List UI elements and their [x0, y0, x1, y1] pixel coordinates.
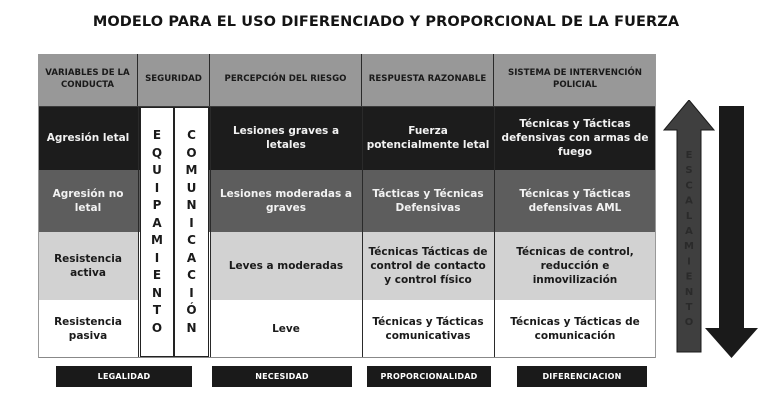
vertical-letter: T: [152, 303, 162, 317]
footer-proporcionalidad: PROPORCIONALIDAD: [367, 366, 491, 387]
escalamiento-letter: O: [684, 317, 694, 329]
row-activa-respuesta: Técnicas Tácticas de control de contacto y control físico: [362, 232, 494, 300]
row-letal-percepcion: Lesiones graves a letales: [210, 106, 362, 170]
row-no-letal-sistema: Técnicas y Tácticas defensivas AML: [494, 170, 656, 232]
row-activa-sistema: Técnicas de control, reducción e inmovilización: [494, 232, 656, 300]
escalamiento-letter: N: [684, 286, 694, 298]
header-respuesta: RESPUESTA RAZONABLE: [362, 54, 494, 106]
row-activa-variable: Resistencia activa: [38, 232, 138, 300]
grid-line: [138, 106, 139, 358]
escalamiento-letter: E: [685, 150, 693, 161]
grid-line: [38, 106, 656, 107]
vertical-letter: I: [189, 285, 194, 300]
vertical-letter: Q: [151, 145, 163, 160]
footer-necesidad: NECESIDAD: [212, 366, 352, 387]
escalamiento-letter: A: [685, 195, 693, 207]
escalation-arrows: [662, 100, 762, 362]
escalamiento-letter: L: [685, 210, 693, 222]
vertical-letter: E: [152, 128, 162, 142]
comunicacion-column: [174, 107, 209, 357]
vertical-letter: M: [185, 163, 198, 177]
row-pasiva-respuesta: Técnicas y Tácticas comunicativas: [362, 300, 494, 358]
vertical-letter: O: [186, 145, 197, 160]
row-activa-percepcion: Leves a moderadas: [210, 232, 362, 300]
escalamiento-letter: T: [685, 302, 693, 313]
escalamiento-letter: M: [684, 241, 694, 253]
grid-line: [38, 357, 656, 358]
footer-legalidad: LEGALIDAD: [56, 366, 192, 387]
header-seguridad: SEGURIDAD: [138, 54, 210, 106]
page-title: MODELO PARA EL USO DIFERENCIADO Y PROPORCIONAL DE LA FUERZA: [92, 14, 680, 30]
vertical-letter: P: [152, 198, 162, 212]
vertical-letter: I: [189, 215, 194, 230]
row-letal-sistema: Técnicas y Tácticas defensivas con armas de fuego: [494, 106, 656, 170]
vertical-letter: N: [186, 198, 197, 212]
vertical-letter: C: [187, 268, 196, 282]
vertical-letter: E: [152, 268, 162, 282]
equipamiento-text: [151, 127, 163, 337]
vertical-letter: I: [154, 250, 160, 265]
escalamiento-letter: A: [685, 226, 693, 237]
comunicacion-text: [186, 127, 198, 337]
row-pasiva-percepcion: Leve: [210, 300, 362, 358]
row-no-letal-respuesta: Tácticas y Técnicas Defensivas: [362, 170, 494, 232]
vertical-letter: A: [186, 250, 197, 265]
header-sistema: SISTEMA DE INTERVENCIÓN POLICIAL: [494, 54, 656, 106]
vertical-letter: I: [154, 180, 160, 195]
escalamiento-letter: E: [685, 271, 693, 283]
escalamiento-letter: I: [687, 256, 691, 268]
vertical-letter: O: [151, 320, 163, 335]
vertical-letter: C: [187, 233, 196, 247]
vertical-letter: N: [186, 320, 197, 335]
header-variables: VARIABLES DE LA CONDUCTA: [38, 54, 138, 106]
grid-line: [655, 54, 656, 358]
row-letal-respuesta: Fuerza potencialmente letal: [362, 106, 494, 170]
row-pasiva-sistema: Técnicas y Tácticas de comunicación: [494, 300, 656, 358]
force-model-table: [38, 54, 656, 358]
grid-line: [494, 106, 495, 358]
vertical-letter: U: [186, 180, 197, 195]
vertical-letter: Ó: [186, 303, 197, 317]
grid-line: [210, 106, 211, 358]
row-no-letal-percepcion: Lesiones moderadas a graves: [210, 170, 362, 232]
row-no-letal-variable: Agresión no letal: [38, 170, 138, 232]
vertical-letter: U: [152, 163, 162, 177]
grid-line: [362, 106, 363, 358]
escalamiento-letter: C: [685, 180, 693, 192]
row-letal-variable: Agresión letal: [38, 106, 138, 170]
vertical-letter: A: [152, 215, 162, 230]
header-percepcion: PERCEPCIÓN DEL RIESGO: [210, 54, 362, 106]
row-pasiva-variable: Resistencia pasiva: [38, 300, 138, 358]
vertical-letter: N: [151, 285, 163, 300]
equipamiento-column: [140, 107, 174, 357]
vertical-letter: C: [187, 128, 196, 142]
footer-diferenciacion: DIFERENCIACION: [517, 366, 647, 387]
escalamiento-letter: S: [685, 165, 693, 177]
down-arrow-icon: [705, 106, 758, 358]
vertical-letter: M: [151, 233, 163, 247]
grid-line: [38, 54, 39, 358]
